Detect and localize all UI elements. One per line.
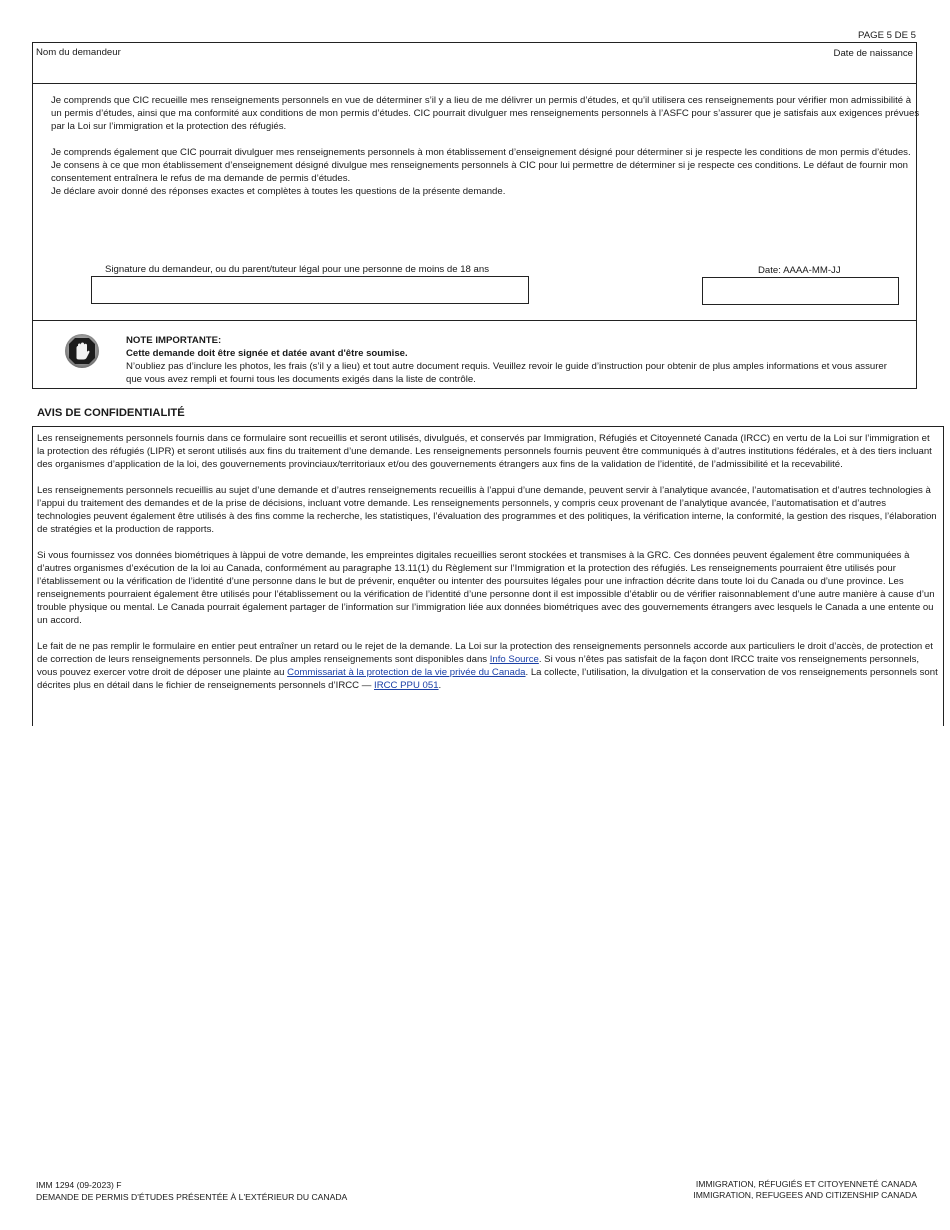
commissariat-link[interactable]: Commissariat à la protection de la vie privée du Canada (287, 667, 526, 678)
declaration-para-2: Je comprends également que CIC pourrait divulguer mes renseignements personnels à mon établissement d’enseignement désigné pour déterminer si je respecte les conditions de mon permis d’études. Je consens à ce que mon établissement d’enseignement désigné divulgue mes renseignements personnels à CIC pour lui permettre de déterminer si je respecte ces conditions. Le défaut de fournir mon consentement entraînera le refus de ma demande de permis d’études. (51, 147, 911, 184)
privacy-para-4: Le fait de ne pas remplir le formulaire en entier peut entraîner un retard ou le rejet de la demande. La Loi sur la protection des renseignements personnels accorde aux particuliers le droit d’accès, de protection et de correction de leurs renseignements personnels. De plus amples renseignements sont disponibles dans Info Source. Si vous n’êtes pas satisfait de la façon dont IRCC traite vos renseignements personnels, vous pouvez exercer votre droit de déposer une plainte au Commissariat à la protection de la vie privée du Canada. La collecte, l’utilisation, la divulgation et la conservation de vos renseignements personnels sont décrites plus en détail dans le fichier de renseignements personnels d’IRCC — IRCC PPU 051. (37, 641, 938, 691)
signature-field[interactable] (91, 276, 529, 304)
footer-right (693, 1179, 917, 1201)
info-source-link[interactable]: Info Source (489, 654, 539, 665)
privacy-para-1: Les renseignements personnels fournis dans ce formulaire sont recueillis et seront utilisés, divulgués, et conservés par Immigration, Réfugiés et Citoyenneté Canada (IRCC) en vertu de la Loi sur l’immigration et la protection des réfugiés (LIPR) et seront utilisés aux fins du traitement d’une demande. Les renseignements personnels fournis peuvent être communiqués à d’autres institutions fédérales, et à des tiers incluant des organismes d’application de la loi, des gouvernements provinciaux/territoriaux et/ou des gouvernements étrangers aux fins de la validation de l’identité, de l’admissibilité et la recevabilité. (37, 433, 932, 470)
privacy-para-3: Si vous fournissez vos données biométriques à làppui de votre demande, les empreintes digitales recueillies seront stockées et transmises à la GRC. Ces données peuvent également être communiquées à d’autres organismes d’exécution de la loi au Canada, conformément au paragraphe 13.11(1) du Règlement sur l’Immigration et la protection des réfugiés. Les renseignements pourraient être utilisés pour l’établissement ou la vérification de l’identité d’une personne dans le but de prévenir, enquêter ou intenter des poursuites légales pour une infraction décrite dans toute loi du Canada ou d’une province. Les renseignements pourraient également être utilisés pour l’établissement ou la vérification de l’identité d’une personne dont il est impossible d’établir ou de vérifier raisonnablement d’une autre manière à cause d’un trouble physique ou mental. Le Canada pourrait également partager de l’information sur l’immigration liée aux données biométriques avec des gouvernements étrangers avec lesquels le Canada a une entente ou un accord. (37, 550, 935, 626)
form-title: DEMANDE DE PERMIS D'ÉTUDES PRÉSENTÉE À L'EXTÉRIEUR DU CANADA (36, 1192, 348, 1202)
form-code: IMM 1294 (09-2023) F (36, 1180, 122, 1190)
note-subtitle: Cette demande doit être signée et datée avant d'être soumise. (126, 348, 408, 359)
important-note-text (126, 334, 896, 386)
footer-left (36, 1179, 347, 1203)
note-body: N’oubliez pas d’inclure les photos, les frais (s’il y a lieu) et tout autre document requis. Veuillez revoir le guide d’instruction pour obtenir de plus amples informations et vous assurer que vous avez rempli et fourni tous les documents exigés dans la liste de contrôle. (126, 361, 887, 385)
department-name-en: IMMIGRATION, REFUGEES AND CITIZENSHIP CANADA (693, 1190, 917, 1200)
applicant-header-box (32, 42, 917, 84)
page-indicator: PAGE 5 DE 5 (858, 30, 916, 41)
date-label: Date: AAAA-MM-JJ (758, 265, 841, 276)
department-name-fr: IMMIGRATION, RÉFUGIÉS ET CITOYENNETÉ CANADA (695, 1179, 917, 1189)
declaration-para-3: Je déclare avoir donné des réponses exactes et complètes à toutes les questions de la présente demande. (51, 186, 506, 197)
applicant-name-label: Nom du demandeur (36, 47, 121, 58)
stop-hand-icon (64, 333, 100, 369)
date-of-birth-label: Date de naissance (833, 48, 913, 59)
ircc-ppu-051-link[interactable]: IRCC PPU 051 (374, 680, 439, 691)
signature-label: Signature du demandeur, ou du parent/tuteur légal pour une personne de moins de 18 ans (105, 264, 490, 275)
privacy-heading: AVIS DE CONFIDENTIALITÉ (37, 407, 185, 419)
declaration-para-1: Je comprends que CIC recueille mes renseignements personnels en vue de déterminer s’il y a lieu de me délivrer un permis d’études, et qu’il utilisera ces renseignements pour vérifier mon admissibilité à un permis d’études, ainsi que ma conformité aux conditions de mon permis d’études. CIC pourrait divulguer mes renseignements personnels à l’ASFC pour s’assurer que je satisfais aux exigences prévues par la Loi sur l’immigration et la protection des réfugiés. (51, 95, 920, 132)
date-field[interactable] (702, 277, 899, 305)
privacy-notice-box (32, 426, 944, 726)
declaration-box (32, 84, 920, 321)
privacy-para-2: Les renseignements personnels recueillis au sujet d’une demande et d’autres renseignements recueillis à l’appui d’une demande, peuvent servir à l’analytique avancée, l’automatisation et d’autres technologies à l’appui du traitement des demandes et de la prise de décisions, incluant votre demande. Les renseignements personnels, y compris ceux provenant de l’analytique avancée, l’automatisation et d’autres technologies peuvent également être utilisés à des fins comme la recherche, les statistiques, l’évaluation des programmes et des politiques, la vérification interne, la conformité, la gestion des risques, l’élaboration de stratégies et la production de rapports. (37, 485, 937, 535)
note-title: NOTE IMPORTANTE: (126, 335, 222, 346)
